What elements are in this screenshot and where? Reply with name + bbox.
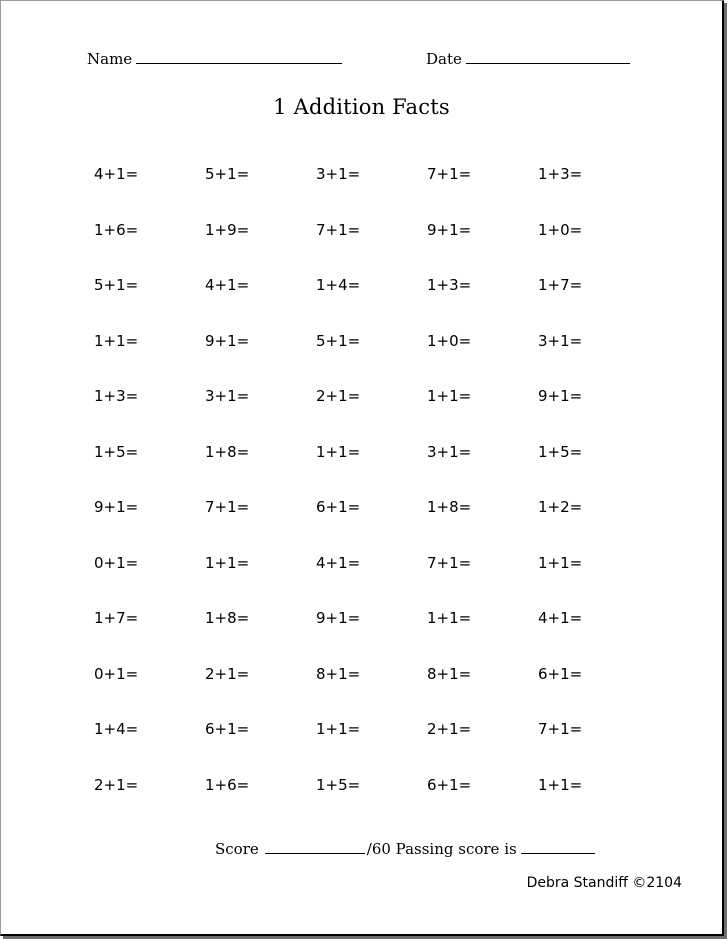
addition-fact: 7+1= (427, 553, 472, 572)
addition-fact: 1+1= (205, 553, 250, 572)
addition-fact: 1+1= (316, 720, 361, 738)
addition-fact: 1+1= (538, 775, 583, 794)
score-blank-line (265, 837, 365, 854)
addition-fact: 4+1= (205, 276, 250, 294)
addition-fact: 2+1= (94, 775, 139, 794)
addition-fact: 6+1= (538, 664, 583, 683)
addition-fact: 1+8= (205, 609, 250, 627)
addition-fact: 6+1= (427, 775, 472, 794)
addition-fact: 1+2= (538, 498, 583, 516)
addition-fact: 0+1= (94, 553, 139, 572)
addition-fact: 6+1= (316, 498, 361, 516)
addition-fact: 3+1= (316, 165, 361, 183)
addition-fact: 3+1= (538, 331, 583, 350)
addition-fact: 9+1= (427, 220, 472, 239)
author-credit: Debra Standiff ©2104 (526, 875, 682, 891)
score-label: Score (215, 840, 259, 858)
date-blank-line (466, 47, 630, 64)
addition-fact: 1+9= (205, 220, 250, 239)
addition-fact: 1+5= (316, 775, 361, 794)
name-label: Name (87, 50, 133, 68)
addition-fact: 1+3= (94, 387, 139, 405)
addition-fact: 1+6= (94, 220, 139, 239)
addition-fact: 2+1= (427, 720, 472, 738)
addition-fact: 5+1= (94, 276, 139, 294)
addition-fact: 1+1= (427, 609, 472, 627)
addition-fact: 0+1= (94, 664, 139, 683)
addition-fact: 9+1= (316, 609, 361, 627)
addition-fact: 7+1= (427, 165, 472, 183)
addition-fact: 1+1= (316, 442, 361, 461)
date-label: Date (426, 50, 462, 68)
addition-fact: 8+1= (427, 664, 472, 683)
addition-fact: 1+1= (94, 331, 139, 350)
date-field (426, 47, 630, 68)
addition-fact: 4+1= (538, 609, 583, 627)
name-blank-line (136, 47, 342, 64)
addition-fact: 4+1= (94, 165, 139, 183)
addition-fact: 1+5= (94, 442, 139, 461)
addition-fact: 5+1= (316, 331, 361, 350)
addition-fact: 1+7= (538, 276, 583, 294)
addition-fact: 9+1= (538, 387, 583, 405)
addition-fact: 8+1= (316, 664, 361, 683)
addition-fact: 4+1= (316, 553, 361, 572)
addition-fact: 1+1= (427, 387, 472, 405)
addition-fact: 1+1= (538, 553, 583, 572)
addition-fact: 1+8= (205, 442, 250, 461)
addition-fact: 1+6= (205, 775, 250, 794)
score-line (215, 837, 595, 858)
addition-fact: 5+1= (205, 165, 250, 183)
addition-fact: 6+1= (205, 720, 250, 738)
addition-fact: 1+4= (316, 276, 361, 294)
addition-fact: 1+8= (427, 498, 472, 516)
addition-fact: 1+7= (94, 609, 139, 627)
addition-fact: 7+1= (205, 498, 250, 516)
addition-fact: 7+1= (316, 220, 361, 239)
score-total-text: /60 Passing score is (366, 840, 517, 858)
addition-fact: 1+3= (427, 276, 472, 294)
passing-score-blank-line (521, 837, 595, 854)
addition-fact: 1+5= (538, 442, 583, 461)
addition-fact: 9+1= (94, 498, 139, 516)
addition-fact: 7+1= (538, 720, 583, 738)
addition-fact: 2+1= (316, 387, 361, 405)
addition-fact: 1+3= (538, 165, 583, 183)
addition-fact: 1+4= (94, 720, 139, 738)
facts-grid (94, 161, 649, 827)
addition-fact: 2+1= (205, 664, 250, 683)
addition-fact: 1+0= (538, 220, 583, 239)
addition-fact: 3+1= (427, 442, 472, 461)
worksheet-title: 1 Addition Facts (273, 95, 450, 119)
addition-fact: 9+1= (205, 331, 250, 350)
addition-fact: 3+1= (205, 387, 250, 405)
name-field (87, 47, 342, 68)
addition-fact: 1+0= (427, 331, 472, 350)
